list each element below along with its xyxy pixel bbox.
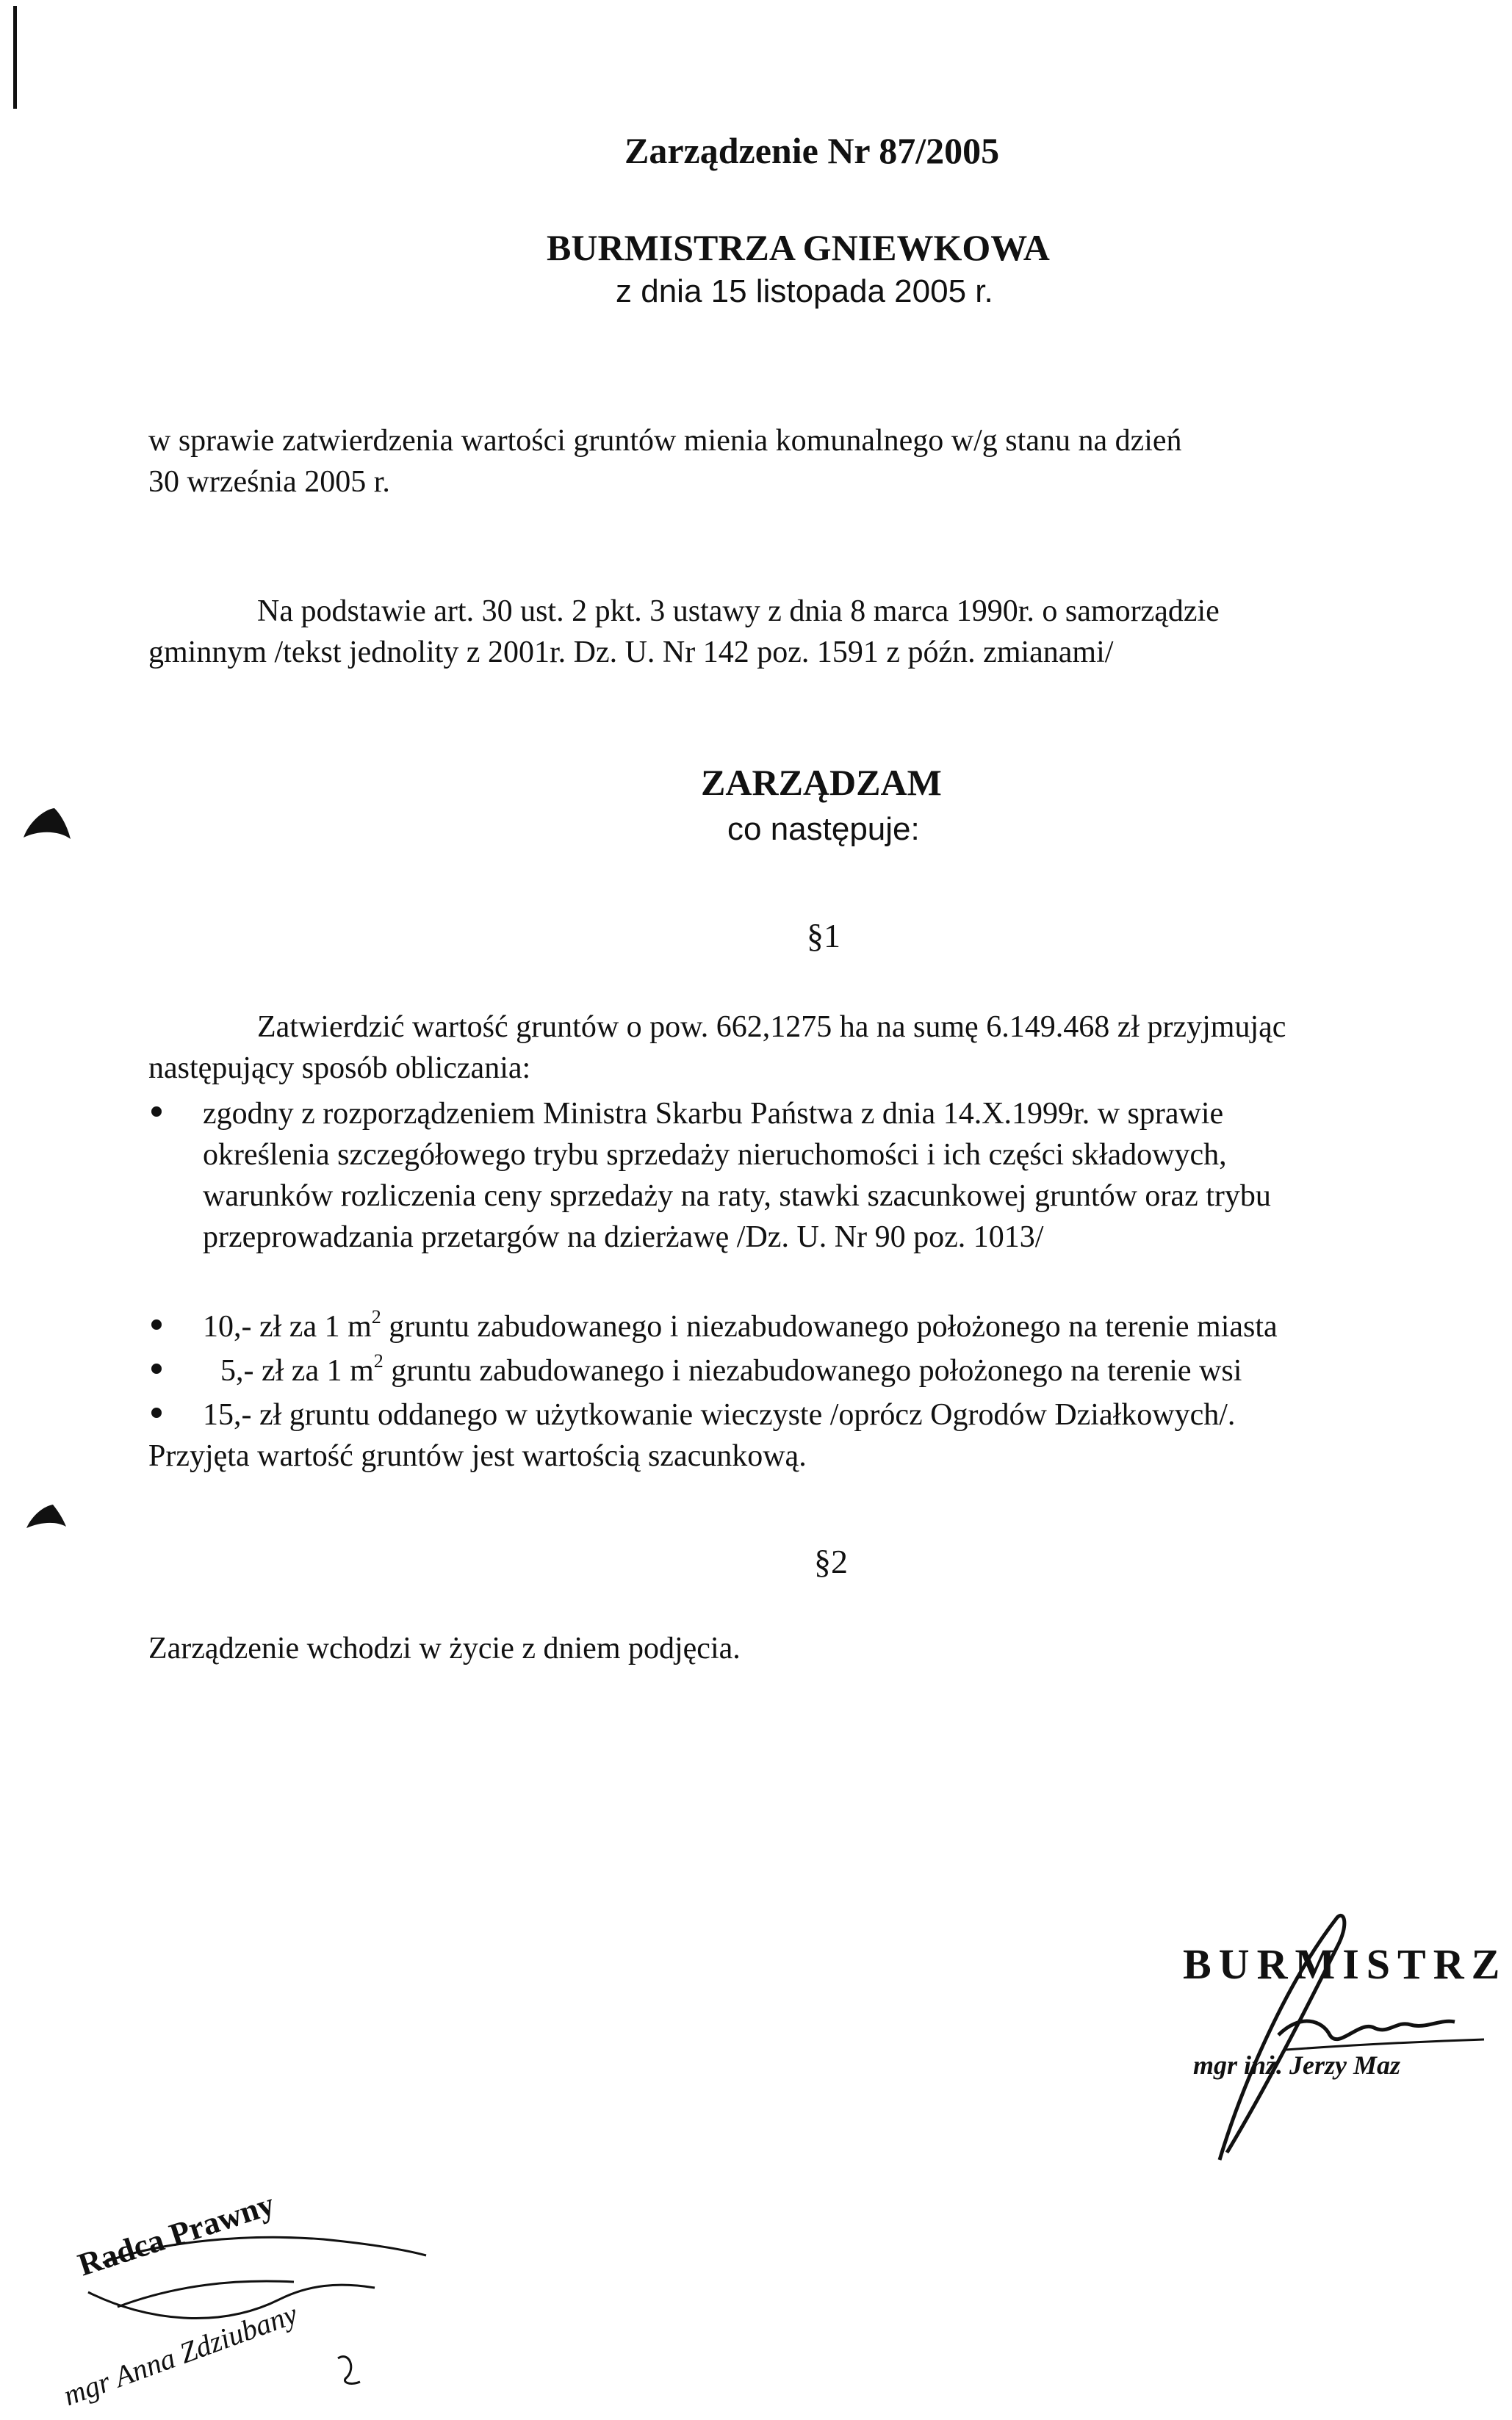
- scan-blot-icon: [25, 1502, 69, 1531]
- legal-counsel-stamp-title: Radca Prawny: [73, 2186, 279, 2283]
- mayor-stamp-title: BURMISTRZ: [1183, 1940, 1508, 1988]
- bullet-icon: [151, 1106, 162, 1117]
- regulation-line-4: przeprowadzania przetargów na dzierżawę /Dz. U. Nr 90 poz. 1013/: [203, 1220, 1044, 1254]
- rate-city-amount: 10,- zł za 1 m: [203, 1310, 372, 1344]
- document-date: z dnia 15 listopada 2005 r.: [616, 273, 993, 309]
- rate-village-unit-exponent: 2: [373, 1350, 384, 1372]
- section-1-closing: Przyjęta wartość gruntów jest wartością szacunkową.: [148, 1439, 807, 1473]
- section-1-intro-line-2: następujący sposób obliczania:: [148, 1051, 531, 1085]
- subject-line-1: w sprawie zatwierdzenia wartości gruntów mienia komunalnego w/g stanu na dzień: [148, 424, 1182, 458]
- decree-heading: ZARZĄDZAM: [701, 762, 942, 803]
- rate-village-description: gruntu zabudowanego i niezabudowanego położonego na terenie wsi: [383, 1354, 1242, 1388]
- regulation-line-3: warunków rozliczenia ceny sprzedaży na raty, stawki szacunkowej gruntów oraz trybu: [203, 1179, 1271, 1213]
- bullet-icon: [151, 1364, 162, 1374]
- basis-line-2: gminnym /tekst jednolity z 2001r. Dz. U. Nr 142 poz. 1591 z późn. zmianami/: [148, 635, 1114, 669]
- decree-subheading: co następuje:: [727, 811, 920, 847]
- bullet-icon: [151, 1408, 162, 1418]
- mayor-stamp-name: mgr inż. Jerzy Maz: [1193, 2050, 1401, 2080]
- document-title: Zarządzenie Nr 87/2005: [624, 130, 1000, 171]
- section-2-sign: §2: [814, 1543, 848, 1580]
- rate-city: [203, 1306, 1278, 1347]
- rate-city-description: gruntu zabudowanego i niezabudowanego położonego na terenie miasta: [381, 1310, 1278, 1344]
- issuing-authority: BURMISTRZA GNIEWKOWA: [547, 227, 1050, 268]
- rate-village: [220, 1350, 1242, 1391]
- rate-village-amount: 5,- zł za 1 m: [220, 1354, 374, 1388]
- subject-line-2: 30 września 2005 r.: [148, 465, 390, 499]
- scan-blot-icon: [22, 805, 73, 842]
- bullet-icon: [151, 1319, 162, 1330]
- regulation-line-2: określenia szczegółowego trybu sprzedaży nieruchomości i ich części składowych,: [203, 1138, 1227, 1172]
- rate-city-unit-exponent: 2: [371, 1306, 381, 1328]
- section-2-text: Zarządzenie wchodzi w życie z dniem podjęcia.: [148, 1632, 741, 1665]
- section-1-sign: §1: [807, 917, 840, 954]
- rate-perpetual-usufruct: 15,- zł gruntu oddanego w użytkowanie wieczyste /oprócz Ogrodów Działkowych/.: [203, 1398, 1236, 1432]
- basis-line-1: Na podstawie art. 30 ust. 2 pkt. 3 ustawy z dnia 8 marca 1990r. o samorządzie: [257, 594, 1220, 628]
- mayor-signature-icon: [1176, 1895, 1512, 2175]
- scan-edge-line: [13, 6, 17, 109]
- legal-counsel-stamp-name: mgr Anna Zdziubany: [59, 2297, 302, 2413]
- section-1-intro-line-1: Zatwierdzić wartość gruntów o pow. 662,1275 ha na sumę 6.149.468 zł przyjmując: [257, 1010, 1286, 1044]
- regulation-line-1: zgodny z rozporządzeniem Ministra Skarbu Państwa z dnia 14.X.1999r. w sprawie: [203, 1097, 1224, 1131]
- legal-counsel-signature-icon: [59, 2211, 441, 2402]
